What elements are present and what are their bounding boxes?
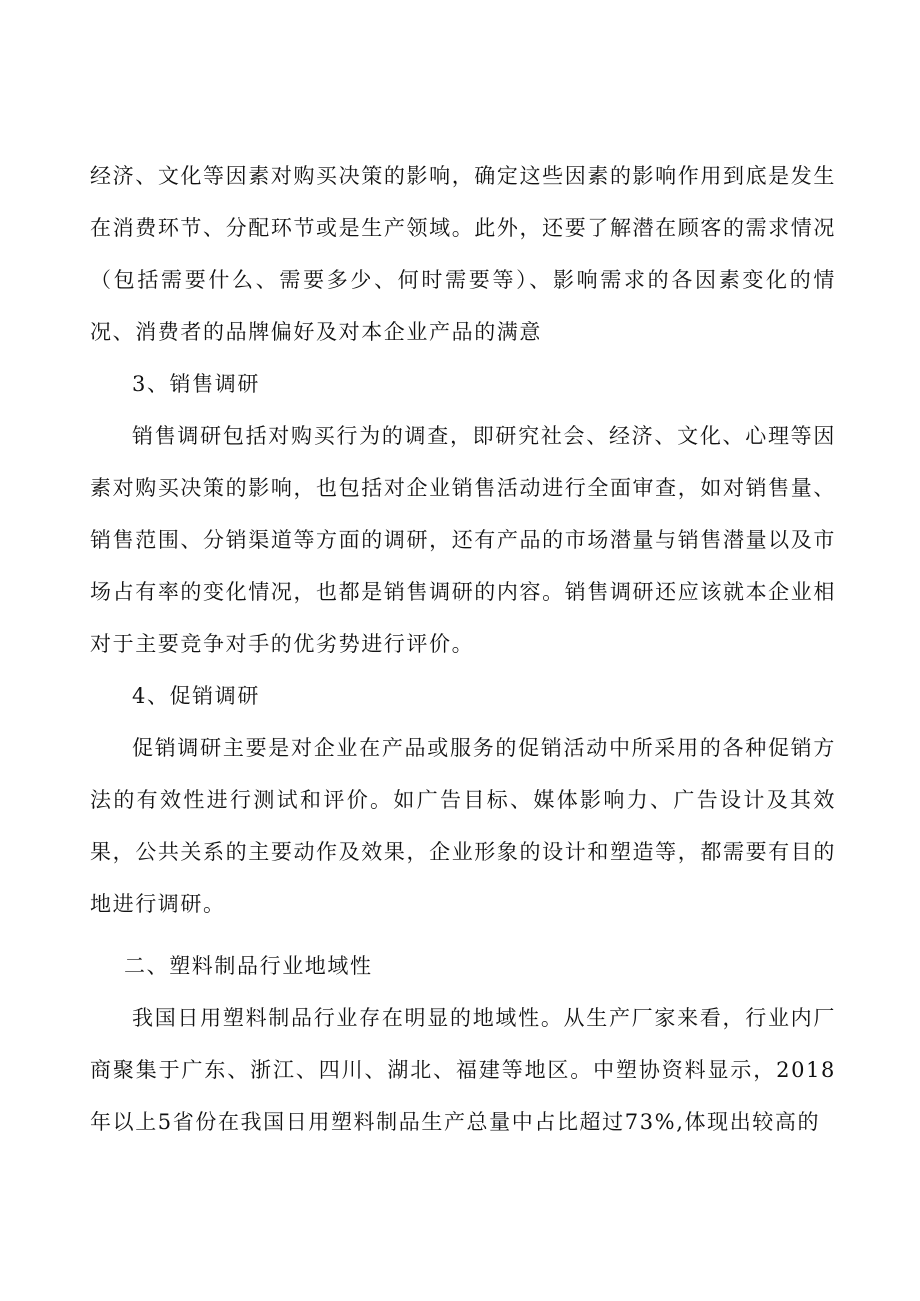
paragraph-regionality: 我国日用塑料制品行业存在明显的地域性。从生产厂家来看，行业内厂商聚集于广东、浙江、四川、湖北、福建等地区。中塑协资料显示，2018年以上5省份在我国日用塑料制品生产总量中占比超过73%,体现出较高的 [90, 1006, 836, 1134]
paragraph-sales-research: 销售调研包括对购买行为的调查，即研究社会、经济、文化、心理等因素对购买决策的影响，也包括对企业销售活动进行全面审查，如对销售量、销售范围、分销渠道等方面的调研，还有产品的市场潜量与销售潜量以及市场占有率的变化情况，也都是销售调研的内容。销售调研还应该就本企业相对于主要竞争对手的优劣势进行评价。 [90, 424, 836, 656]
heading-promotion-research: 4、促销调研 [132, 684, 260, 708]
section-heading-regionality: 二、塑料制品行业地域性 [124, 954, 373, 978]
document-page [90, 150, 836, 1148]
paragraph-promotion-research: 促销调研主要是对企业在产品或服务的促销活动中所采用的各种促销方法的有效性进行测试和评价。如广告目标、媒体影响力、广告设计及其效果，公共关系的主要动作及效果，企业形象的设计和塑造等，都需要有目的地进行调研。 [90, 736, 836, 916]
paragraph-consumer-research-continued: 经济、文化等因素对购买决策的影响，确定这些因素的影响作用到底是发生在消费环节、分配环节或是生产领域。此外，还要了解潜在顾客的需求情况（包括需要什么、需要多少、何时需要等）、影响需求的各因素变化的情况、消费者的品牌偏好及对本企业产品的满意 [90, 164, 836, 344]
heading-sales-research: 3、销售调研 [132, 372, 260, 396]
